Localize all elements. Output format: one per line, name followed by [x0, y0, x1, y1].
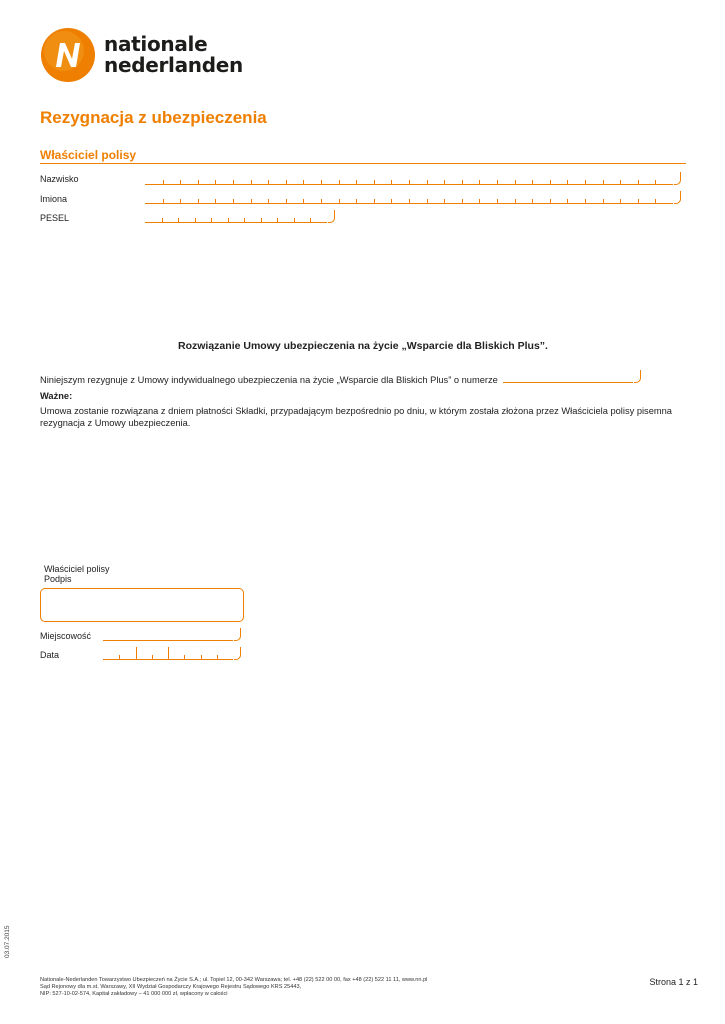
logo-text-line1: nationale	[104, 32, 208, 56]
first-names-label: Imiona	[40, 194, 68, 204]
signature-box[interactable]	[40, 588, 244, 622]
place-label: Miejscowość	[40, 631, 92, 641]
surname-label: Nazwisko	[40, 174, 79, 184]
pesel-label: PESEL	[40, 213, 70, 223]
date-field[interactable]	[103, 647, 241, 661]
footer-line2: Sąd Rejonowy dla m.st. Warszawy, XII Wydział Gospodarczy Krajowego Rejestru Sądowego KRS 25443,	[40, 984, 302, 990]
place-field[interactable]	[103, 628, 241, 642]
form-date-code: 03.07.2015	[4, 925, 11, 958]
signature-label: Podpis	[44, 574, 72, 584]
owner-section-heading: Właściciel polisy	[40, 148, 137, 162]
signature-role: Właściciel polisy	[44, 564, 110, 574]
pesel-field[interactable]	[145, 210, 335, 224]
statement-text: Niniejszym rezygnuje z Umowy indywidualnego ubezpieczenia na życie „Wsparcie dla Bliskich Plus” o numerze	[40, 375, 498, 385]
date-label: Data	[40, 650, 60, 660]
important-text-line2: rezygnacja z Umowy ubezpieczenia.	[40, 418, 191, 428]
surname-field[interactable]	[145, 172, 681, 186]
page-number: Strona 1 z 1	[649, 977, 698, 987]
statement-heading: Rozwiązanie Umowy ubezpieczenia na życie „Wsparcie dla Bliskich Plus”.	[178, 340, 548, 352]
logo-text-line2: nederlanden	[104, 53, 243, 77]
footer-line1: Nationale-Nederlanden Towarzystwo Ubezpieczeń na Życie S.A.; ul. Topiel 12, 00-342 Warszawa; tel. +48 (22) 522 00 00, fax +48 (22) 522 11 11, www.nn.pl	[40, 977, 428, 983]
first-names-field[interactable]	[145, 191, 681, 205]
important-text-line1: Umowa zostanie rozwiązana z dniem płatności Składki, przypadającym bezpośrednio po dniu, w którym została złożona przez Właściciela polisy pisemna	[40, 406, 672, 416]
document-title: Rezygnacja z ubezpieczenia	[40, 108, 267, 127]
footer-line3: NIP: 527-10-02-574, Kapitał zakładowy – 41 000 000 zł, wpłacony w całości	[40, 991, 228, 997]
section-divider	[40, 163, 686, 164]
important-label: Ważne:	[40, 391, 73, 401]
policy-number-field[interactable]	[503, 370, 641, 384]
nn-logo-icon	[40, 27, 96, 83]
